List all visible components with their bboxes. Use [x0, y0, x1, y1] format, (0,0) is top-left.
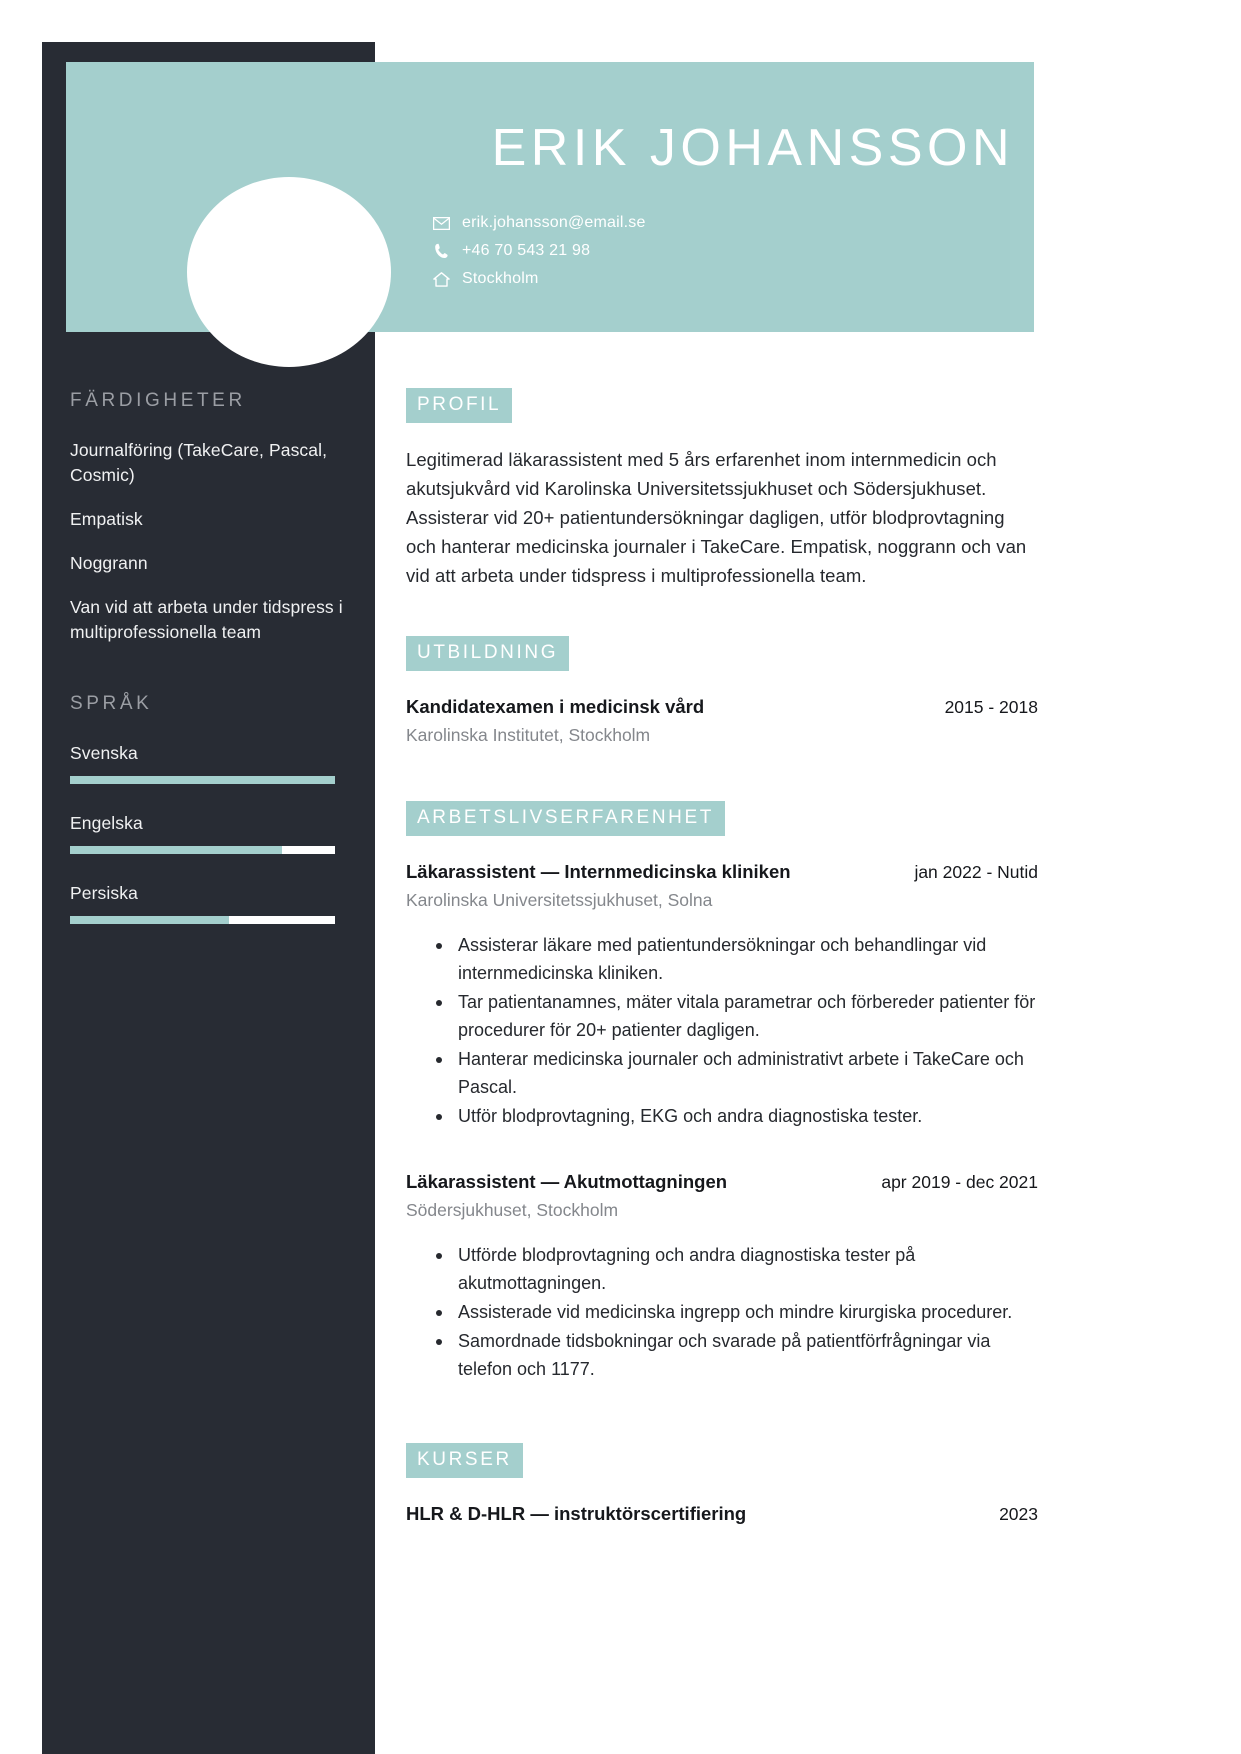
skill-item: Van vid att arbeta under tidspress i multiprofessionella team	[70, 597, 343, 642]
skill-item: Journalföring (TakeCare, Pascal, Cosmic)	[70, 440, 328, 485]
language-name: Persiska	[70, 883, 138, 903]
education-title: Kandidatexamen i medicinsk vård	[406, 696, 705, 717]
experience-date: apr 2019 - dec 2021	[881, 1172, 1038, 1192]
profile-summary: Legitimerad läkarassistent med 5 års erfarenhet inom internmedicin och akutsjukvård vid Karolinska Universitetssjukhuset och Södersjukhuset. Assisterar vid 20+ patientundersökningar dagligen, utför blodprovtagning och hanterar medicinska journaler i TakeCare. Empatisk, noggrann och van vid att arbeta under tidspress i multiprofessionella team.	[406, 449, 1027, 586]
language-level-track	[70, 776, 335, 784]
list-item: Utförde blodprovtagning och andra diagnostiska tester på akutmottagningen.	[458, 1241, 1038, 1297]
experience-employer: Karolinska Universitetssjukhuset, Solna	[406, 890, 713, 910]
languages-heading: SPRÅK	[70, 693, 153, 714]
envelope-icon	[428, 217, 454, 230]
contact-location	[404, 266, 1014, 292]
experience-bullets	[406, 931, 1038, 1130]
list-item: Assisterade vid medicinska ingrepp och mindre kirurgiska procedurer.	[458, 1298, 1038, 1326]
list-item: Utför blodprovtagning, EKG och andra diagnostiska tester.	[458, 1102, 1038, 1130]
experience-date: jan 2022 - Nutid	[914, 862, 1038, 882]
experience-employer: Södersjukhuset, Stockholm	[406, 1200, 619, 1220]
home-icon	[428, 272, 454, 287]
course-title: HLR & D-HLR — instruktörscertifiering	[406, 1503, 747, 1524]
language-name: Engelska	[70, 813, 143, 833]
contact-email[interactable]	[404, 210, 1014, 236]
skills-heading: FÄRDIGHETER	[70, 390, 246, 411]
experience-bullets	[406, 1241, 1038, 1383]
section-heading-courses: KURSER	[406, 1443, 523, 1478]
language-item	[70, 881, 350, 924]
skill-item: Noggrann	[70, 553, 148, 573]
section-heading-education: UTBILDNING	[406, 636, 569, 671]
experience-title: Läkarassistent — Akutmottagningen	[406, 1171, 728, 1192]
contact-list	[404, 210, 1014, 294]
list-item: Assisterar läkare med patientundersökningar och behandlingar vid internmedicinska kliniken.	[458, 931, 1038, 987]
course-entry	[406, 1500, 1038, 1528]
contact-phone[interactable]	[404, 238, 1014, 264]
language-level-track	[70, 916, 335, 924]
course-date: 2023	[999, 1504, 1038, 1524]
list-item: Hanterar medicinska journaler och administrativt arbete i TakeCare och Pascal.	[458, 1045, 1038, 1101]
contact-location-text: Stockholm	[462, 270, 539, 287]
main-content	[406, 388, 1038, 1532]
list-item: Samordnade tidsbokningar och svarade på patientförfrågningar via telefon och 1177.	[458, 1327, 1038, 1383]
language-level-fill	[70, 776, 335, 784]
contact-email-text: erik.johansson@email.se	[462, 214, 646, 231]
experience-entry	[406, 1168, 1038, 1383]
education-date: 2015 - 2018	[944, 697, 1038, 717]
education-entry	[406, 693, 1038, 749]
skill-item: Empatisk	[70, 509, 143, 529]
language-level-fill	[70, 916, 229, 924]
language-item	[70, 811, 350, 854]
page-title: ERIK JOHANSSON	[491, 119, 1014, 177]
experience-entry	[406, 858, 1038, 1130]
sidebar-content	[70, 390, 350, 951]
contact-phone-text: +46 70 543 21 98	[462, 242, 591, 259]
language-level-track	[70, 846, 335, 854]
language-level-fill	[70, 846, 282, 854]
list-item: Tar patientanamnes, mäter vitala parametrar och förbereder patienter för procedurer för 20+ patienter dagligen.	[458, 988, 1038, 1044]
experience-title: Läkarassistent — Internmedicinska kliniken	[406, 861, 791, 882]
phone-icon	[428, 243, 454, 259]
language-item	[70, 741, 350, 784]
avatar	[187, 177, 391, 367]
section-heading-profile: PROFIL	[406, 388, 512, 423]
education-institution: Karolinska Institutet, Stockholm	[406, 725, 651, 745]
section-heading-experience: ARBETSLIVSERFARENHET	[406, 801, 725, 836]
language-name: Svenska	[70, 743, 138, 763]
